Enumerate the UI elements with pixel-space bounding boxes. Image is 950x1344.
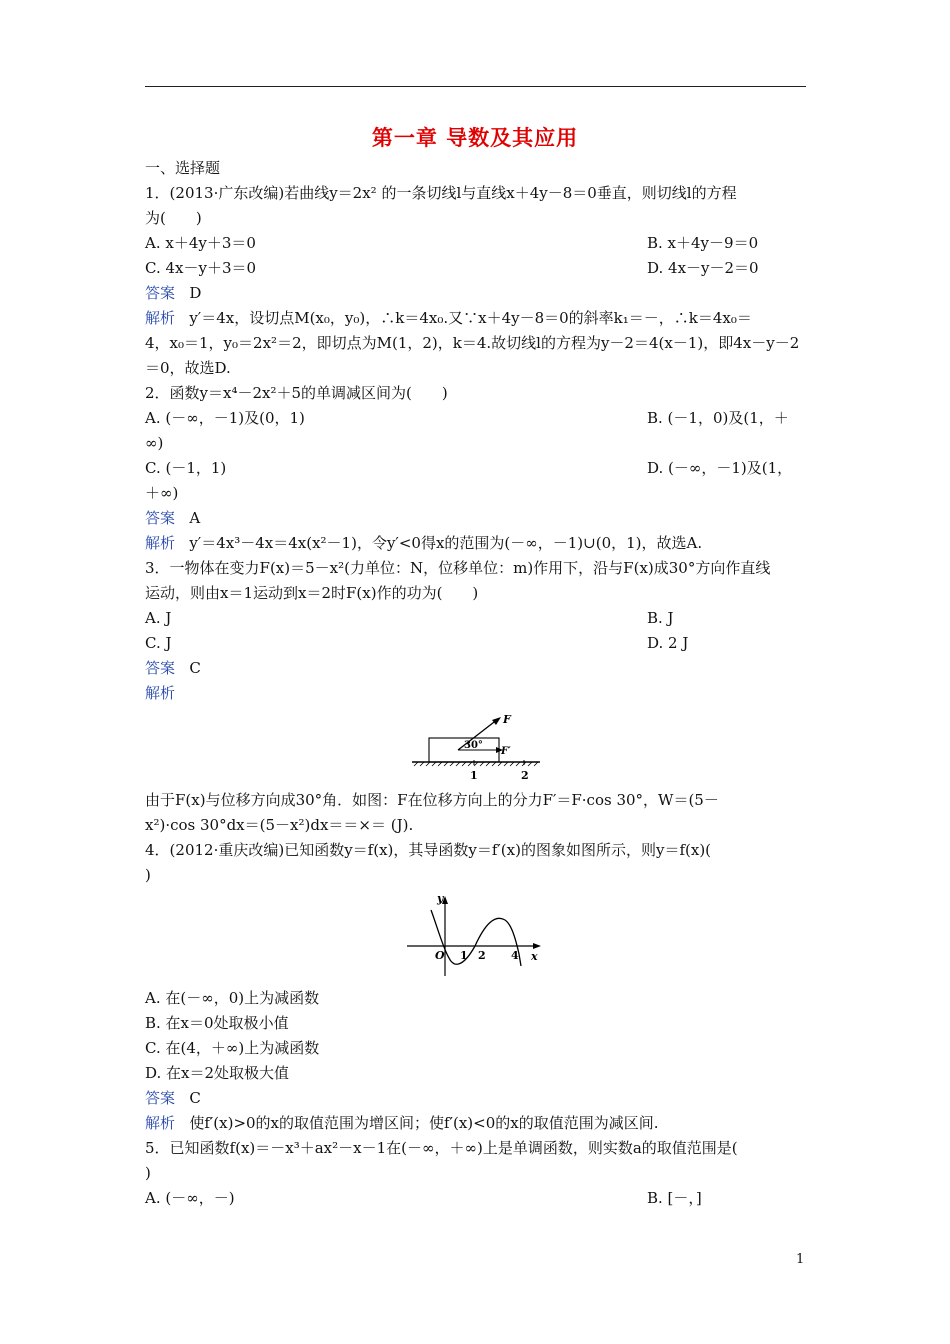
q4-analysis [145,1113,658,1133]
q3-option-b: B. J [647,609,674,627]
force-diagram [400,708,550,784]
analysis-label: 解析 [145,309,176,327]
force-label: F [503,713,511,726]
answer-value: C [189,659,201,677]
q5-option-a: A. (－∞，－) [145,1189,235,1207]
analysis-label: 解析 [145,534,176,552]
analysis-text: y′＝4x，设切点M(x₀，y₀)，∴k＝4x₀.又∵x＋4y－8＝0的斜率k₁＝－，∴k＝4x₀＝ [189,309,752,327]
q3-stem-line2: 运动，则由x＝1运动到x＝2时F(x)作的功为( ) [145,584,479,602]
q2-option-b-cont: ∞) [145,434,164,452]
q4-stem-line2: ) [145,866,151,884]
q1-option-c: C. 4x－y＋3＝0 [145,259,257,277]
tick-label-4: 4 [511,949,519,962]
q4-answer [145,1088,201,1108]
answer-label: 答案 [145,1089,176,1107]
q3-analysis-line1: 由于F(x)与位移方向成30°角．如图：F在位移方向上的分力F′＝F·cos 30°，W＝(5－ [145,791,719,809]
q5-option-b: B. [－，] [647,1189,702,1207]
q1-analysis-line3: ＝0，故选D. [145,359,231,377]
answer-value: D [189,284,202,302]
q2-option-a: A. (－∞，－1)及(0，1) [145,409,305,427]
q3-analysis-line2: x²)·cos 30°dx＝(5－x²)dx＝＝×＝ (J). [145,816,414,834]
answer-label: 答案 [145,509,176,527]
tick-label-1: 1 [470,769,478,782]
y-axis-label: y [437,892,444,905]
component-label: F′ [501,746,511,757]
answer-value: C [189,1089,201,1107]
q2-answer [145,508,200,528]
q1-stem-line2: 为( ) [145,209,202,227]
q2-option-b: B. (－1，0)及(1，＋ [647,409,789,427]
q1-answer [145,283,201,303]
q1-option-a: A. x＋4y＋3＝0 [145,234,256,252]
q1-option-b: B. x＋4y－9＝0 [647,234,759,252]
answer-label: 答案 [145,284,176,302]
answer-label: 答案 [145,659,176,677]
q4-option-c: C. 在(4，＋∞)上为减函数 [145,1039,320,1057]
q2-stem: 2．函数y＝x⁴－2x²＋5的单调减区间为( ) [145,384,448,402]
q3-option-c: C. J [145,634,172,652]
q5-stem-line1: 5．已知函数f(x)＝－x³＋ax²－x－1在(－∞，＋∞)上是单调函数，则实数a的取值范围是( [145,1139,738,1157]
analysis-label: 解析 [145,684,176,702]
q1-analysis-line2: 4，x₀＝1，y₀＝2x²＝2，即切点为M(1，2)，k＝4.故切线l的方程为y－2＝4(x－1)，即4x－y－2 [145,334,800,352]
force-arrowhead [492,717,501,725]
q1-option-d: D. 4x－y－2＝0 [647,259,759,277]
chapter-title: 第一章 导数及其应用 [371,126,579,150]
q2-option-c: C. (－1，1) [145,459,227,477]
q2-analysis [145,533,702,553]
origin-label: O [435,949,445,962]
q3-option-a: A. J [145,609,172,627]
q4-option-d: D. 在x＝2处取极大值 [145,1064,290,1082]
page-number: 1 [796,1252,805,1267]
q3-answer [145,658,201,678]
analysis-label: 解析 [145,1114,176,1132]
analysis-text: 使f′(x)>0的x的取值范围为增区间；使f′(x)<0的x的取值范围为减区间. [189,1114,659,1132]
derivative-graph [405,890,545,978]
angle-label: 30° [464,740,483,751]
section-heading: 一、选择题 [145,159,221,177]
header-rule [145,86,806,87]
q3-stem-line1: 3．一物体在变力F(x)＝5－x²(力单位：N，位移单位：m)作用下，沿与F(x)成30°方向作直线 [145,559,771,577]
q3-analysis-label [145,683,175,703]
tick-label-2: 2 [478,949,486,962]
answer-value: A [189,509,201,527]
x-axis-arrowhead [533,943,541,949]
q4-option-a: A. 在(－∞，0)上为减函数 [145,989,320,1007]
q4-stem-line1: 4．(2012·重庆改编)已知函数y＝f(x)，其导函数y＝f′(x)的图象如图所示，则y＝f(x)( [145,841,712,859]
q3-option-d: D. 2 J [647,634,689,652]
analysis-text: y′＝4x³－4x＝4x(x²－1)，令y′<0得x的范围为(－∞，－1)∪(0，1)，故选A. [189,534,703,552]
q2-option-d: D. (－∞，－1)及(1， [647,459,793,477]
x-axis-label: x [531,950,538,963]
q1-analysis-line1 [145,308,752,328]
tick-label-1: 1 [460,949,468,962]
q5-stem-line2: ) [145,1164,151,1182]
tick-label-2: 2 [521,769,529,782]
q4-option-b: B. 在x＝0处取极小值 [145,1014,289,1032]
q2-option-d-cont: ＋∞) [145,484,179,502]
q1-stem-line1: 1．(2013·广东改编)若曲线y＝2x² 的一条切线l与直线x＋4y－8＝0垂直，则切线l的方程 [145,184,737,202]
